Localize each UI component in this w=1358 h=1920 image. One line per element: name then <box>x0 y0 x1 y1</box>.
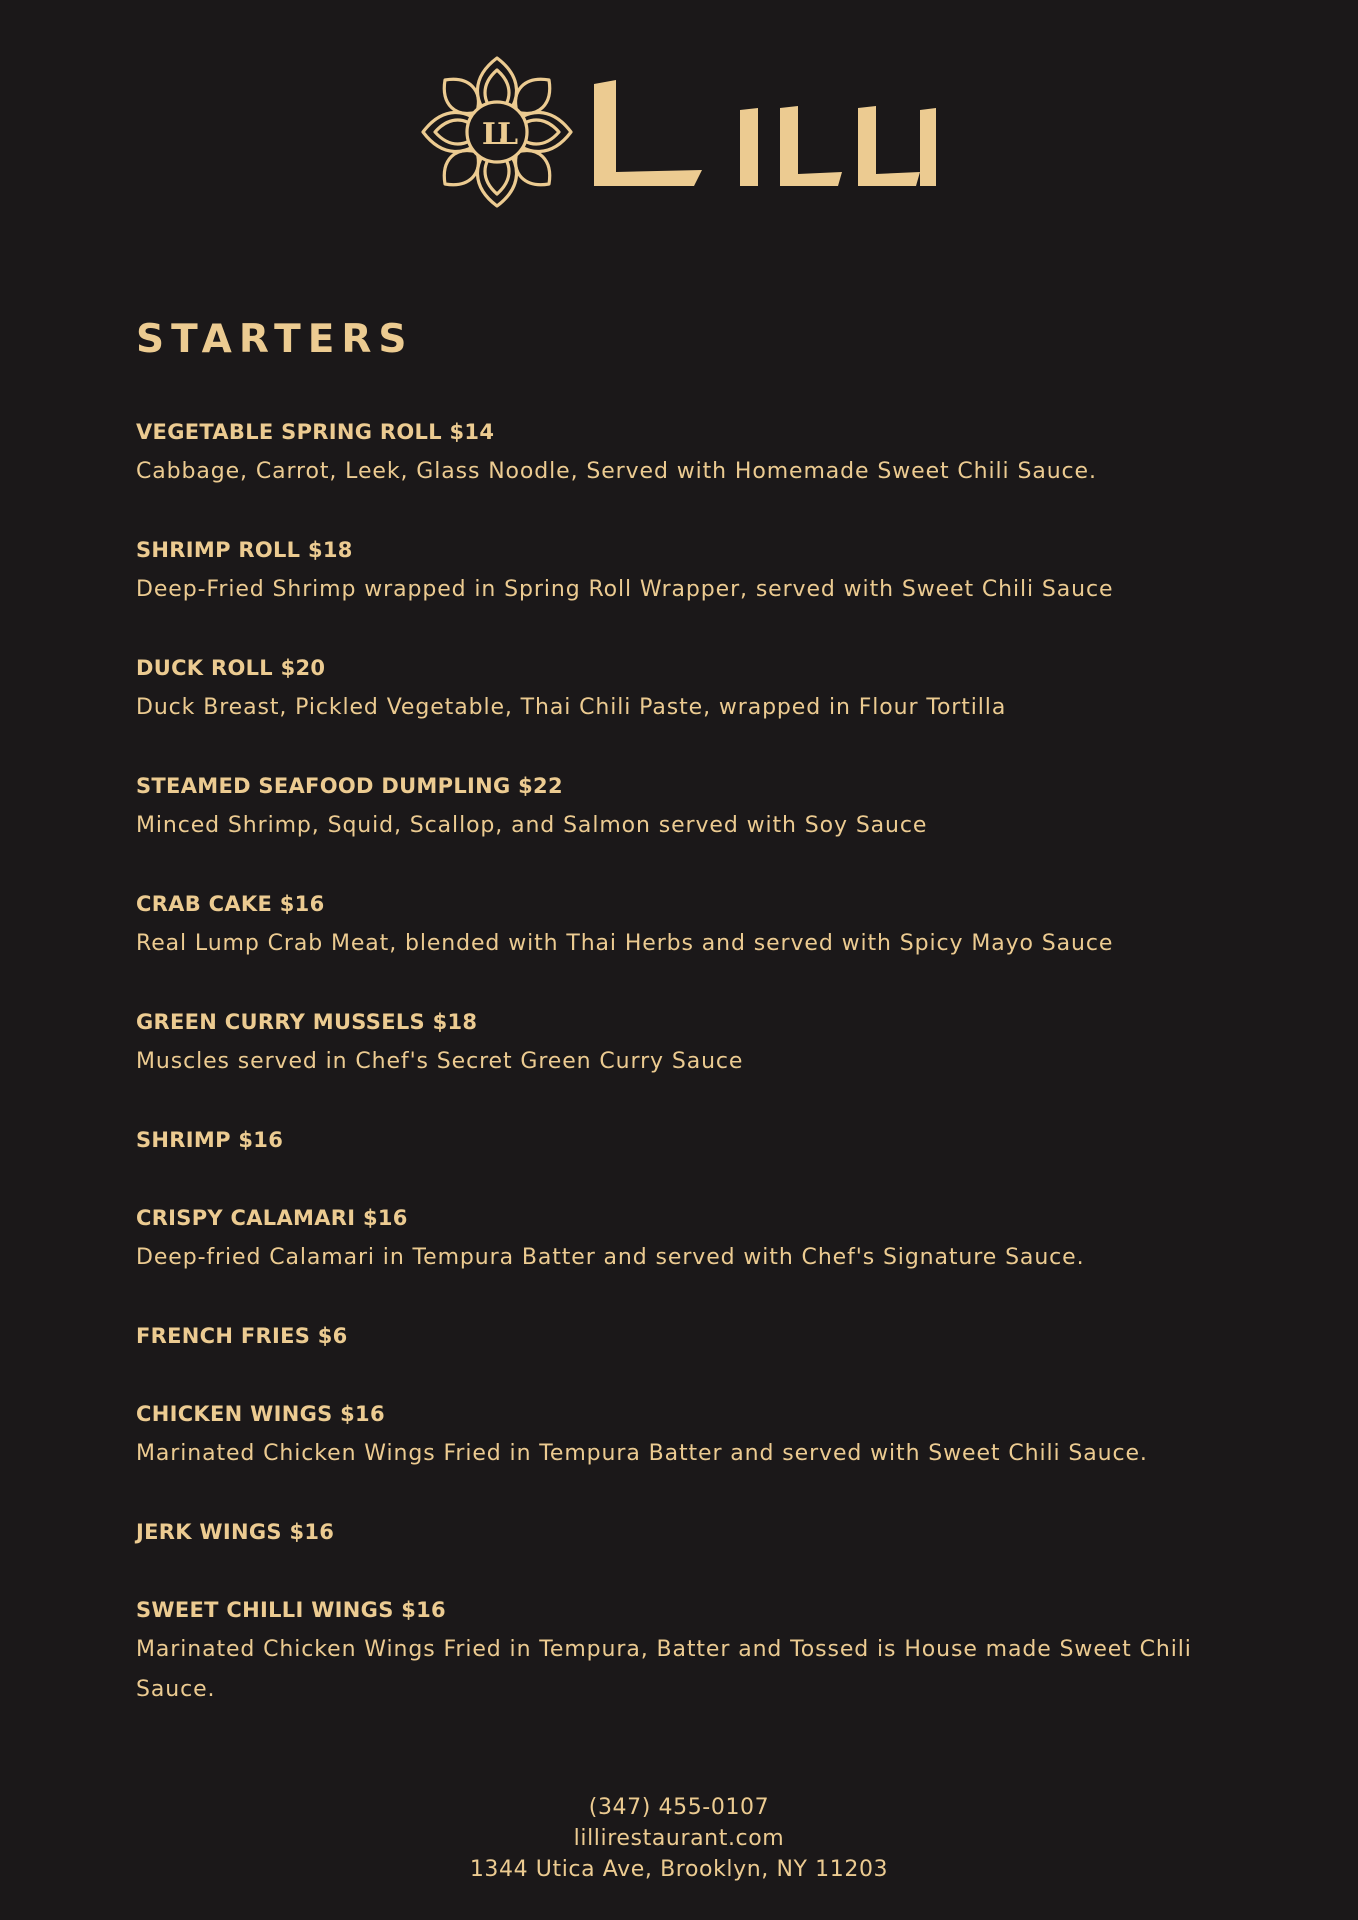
menu-item-description: Minced Shrimp, Squid, Scallop, and Salmon served with Soy Sauce <box>136 813 928 838</box>
menu-item <box>136 1512 1266 1552</box>
menu-item <box>136 530 1266 610</box>
menu-item-description: Marinated Chicken Wings Fried in Tempura Batter and served with Sweet Chili Sauce. <box>136 1441 1148 1466</box>
menu-item <box>136 648 1266 728</box>
menu-item-description: Duck Breast, Pickled Vegetable, Thai Chili Paste, wrapped in Flour Tortilla <box>136 695 1007 720</box>
menu-item-title: SWEET CHILLI WINGS $16 <box>136 1598 446 1622</box>
website-link[interactable]: lillirestaurant.com <box>573 1826 785 1851</box>
menu-item-title: VEGETABLE SPRING ROLL $14 <box>136 420 495 444</box>
menu-item-title: GREEN CURRY MUSSELS $18 <box>136 1010 478 1034</box>
section-title: STARTERS <box>136 317 414 362</box>
menu-item-title: SHRIMP ROLL $18 <box>136 538 353 562</box>
menu-item <box>136 1120 1266 1160</box>
contact-footer <box>0 1792 1358 1885</box>
menu-section <box>136 312 1266 1748</box>
menu-item <box>136 1316 1266 1356</box>
menu-item <box>136 1394 1266 1474</box>
monogram-icon <box>473 108 521 156</box>
restaurant-header <box>0 52 1358 212</box>
menu-item-description: Cabbage, Carrot, Leek, Glass Noodle, Served with Homemade Sweet Chili Sauce. <box>136 459 1097 484</box>
address: 1344 Utica Ave, Brooklyn, NY 11203 <box>469 1857 889 1882</box>
svg-text:LL: LL <box>481 117 513 152</box>
menu-item-description: Real Lump Crab Meat, blended with Thai Herbs and served with Spicy Mayo Sauce <box>136 931 1114 956</box>
menu-item-title: SHRIMP $16 <box>136 1128 284 1152</box>
menu-item-description: Marinated Chicken Wings Fried in Tempura, Batter and Tossed is House made Sweet Chili Sauce. <box>136 1637 1192 1702</box>
menu-item-title: FRENCH FRIES $6 <box>136 1324 348 1348</box>
menu-item-title: JERK WINGS $16 <box>136 1520 335 1544</box>
menu-item-title: DUCK ROLL $20 <box>136 656 326 680</box>
menu-item <box>136 1198 1266 1278</box>
menu-item-title: STEAMED SEAFOOD DUMPLING $22 <box>136 774 563 798</box>
menu-item-title: CRISPY CALAMARI $16 <box>136 1206 408 1230</box>
menu-item <box>136 766 1266 846</box>
restaurant-name-logo <box>590 74 940 194</box>
menu-item-description: Deep-fried Calamari in Tempura Batter and served with Chef's Signature Sauce. <box>136 1245 1085 1270</box>
menu-item <box>136 884 1266 964</box>
menu-item-title: CHICKEN WINGS $16 <box>136 1402 385 1426</box>
menu-item-description: Muscles served in Chef's Secret Green Curry Sauce <box>136 1049 744 1074</box>
menu-item-description: Deep-Fried Shrimp wrapped in Spring Roll Wrapper, served with Sweet Chili Sauce <box>136 577 1114 602</box>
phone-number: (347) 455-0107 <box>588 1795 770 1820</box>
menu-item-title: CRAB CAKE $16 <box>136 892 325 916</box>
menu-item <box>136 412 1266 492</box>
menu-item <box>136 1590 1266 1710</box>
menu-item <box>136 1002 1266 1082</box>
